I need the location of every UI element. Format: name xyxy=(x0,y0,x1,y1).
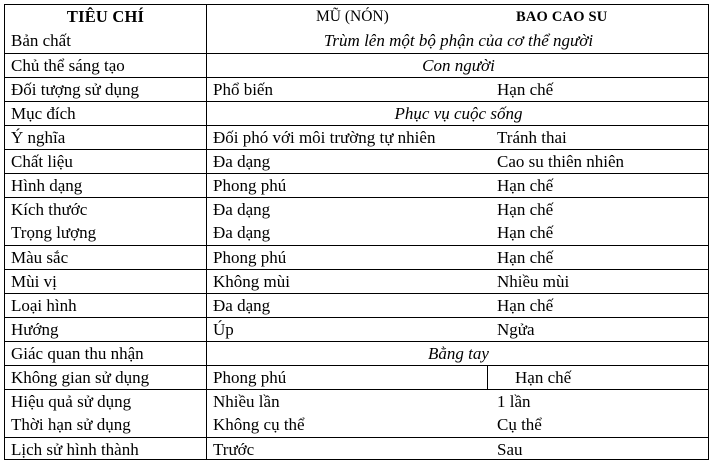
table-row xyxy=(5,173,708,198)
criterion-label: Mục đích xyxy=(11,104,76,123)
criterion-label: Kích thước xyxy=(11,200,88,219)
condom-value: Sau xyxy=(497,440,523,459)
condom-value: Hạn chế xyxy=(497,296,554,315)
criterion-label: Giác quan thu nhận xyxy=(11,344,144,363)
table-row xyxy=(5,221,708,245)
table-row xyxy=(5,293,708,318)
condom-value: Hạn chế xyxy=(497,223,554,242)
merged-value: Phục vụ cuộc sống xyxy=(394,104,523,123)
criterion-label: Loại hình xyxy=(11,296,77,315)
hat-value: Đa dạng xyxy=(213,223,271,242)
table-row xyxy=(5,125,708,150)
table-row xyxy=(5,341,708,366)
criterion-label: Hiệu quả sử dụng xyxy=(11,392,132,411)
header-condom: BAO CAO SU xyxy=(516,9,608,25)
hat-value: Úp xyxy=(213,320,234,339)
condom-value: 1 lần xyxy=(497,392,531,411)
condom-value: Cao su thiên nhiên xyxy=(497,152,625,171)
criterion-label: Đối tượng sử dụng xyxy=(11,80,140,99)
criterion-label: Chủ thể sáng tạo xyxy=(11,56,125,75)
hat-value: Đa dạng xyxy=(213,200,271,219)
header-criteria: TIÊU CHÍ xyxy=(66,7,145,26)
table-row xyxy=(5,245,708,270)
condom-value: Cụ thể xyxy=(497,415,542,434)
criterion-label: Mùi vị xyxy=(11,272,57,291)
hat-value: Đối phó với môi trường tự nhiên xyxy=(213,128,436,147)
condom-value: Tránh thai xyxy=(497,128,567,147)
condom-value: Ngửa xyxy=(497,320,535,339)
criterion-label: Không gian sử dụng xyxy=(11,368,150,387)
header-hat: MŨ (NÓN) xyxy=(316,8,389,25)
condom-value: Hạn chế xyxy=(497,176,554,195)
table-row xyxy=(5,317,708,342)
criterion-label: Thời hạn sử dụng xyxy=(11,415,131,434)
table-row xyxy=(5,149,708,174)
table-row xyxy=(5,269,708,294)
merged-value: Con người xyxy=(422,56,495,75)
merged-value: Bằng tay xyxy=(428,344,489,363)
condom-value: Hạn chế xyxy=(497,248,554,267)
comparison-table xyxy=(4,4,709,460)
hat-value: Phong phú xyxy=(213,176,287,195)
condom-value: Hạn chế xyxy=(497,80,554,99)
hat-value: Nhiều lần xyxy=(213,392,280,411)
criterion-label: Hình dạng xyxy=(11,176,83,195)
criterion-label: Ý nghĩa xyxy=(11,128,66,147)
table-row xyxy=(5,413,708,437)
table-row xyxy=(5,101,708,126)
criterion-label: Chất liệu xyxy=(11,152,73,171)
condom-value: Hạn chế xyxy=(497,200,554,219)
table-row xyxy=(5,437,708,461)
cell-divider xyxy=(487,366,488,390)
hat-value: Đa dạng xyxy=(213,152,271,171)
hat-value: Phổ biến xyxy=(213,80,273,99)
table-row xyxy=(5,389,708,414)
table-row xyxy=(5,365,708,390)
criterion-label: Bản chất xyxy=(11,31,71,50)
table-row xyxy=(5,77,708,102)
hat-value: Phong phú xyxy=(213,248,287,267)
criterion-label: Trọng lượng xyxy=(11,223,97,242)
hat-value: Không cụ thể xyxy=(213,415,305,434)
condom-value: Nhiều mùi xyxy=(497,272,570,291)
criterion-label: Màu sắc xyxy=(11,248,69,267)
criterion-label: Hướng xyxy=(11,320,59,339)
criterion-label: Lịch sử hình thành xyxy=(11,440,139,459)
table-row xyxy=(5,53,708,78)
merged-value: Trùm lên một bộ phận của cơ thể người xyxy=(323,31,594,50)
table-row xyxy=(5,29,708,53)
table-row xyxy=(5,197,708,222)
hat-value: Không mùi xyxy=(213,272,290,291)
hat-value: Trước xyxy=(213,440,255,459)
condom-value: Hạn chế xyxy=(515,368,572,387)
hat-value: Đa dạng xyxy=(213,296,271,315)
hat-value: Phong phú xyxy=(213,368,287,387)
table-header-row xyxy=(5,5,708,29)
